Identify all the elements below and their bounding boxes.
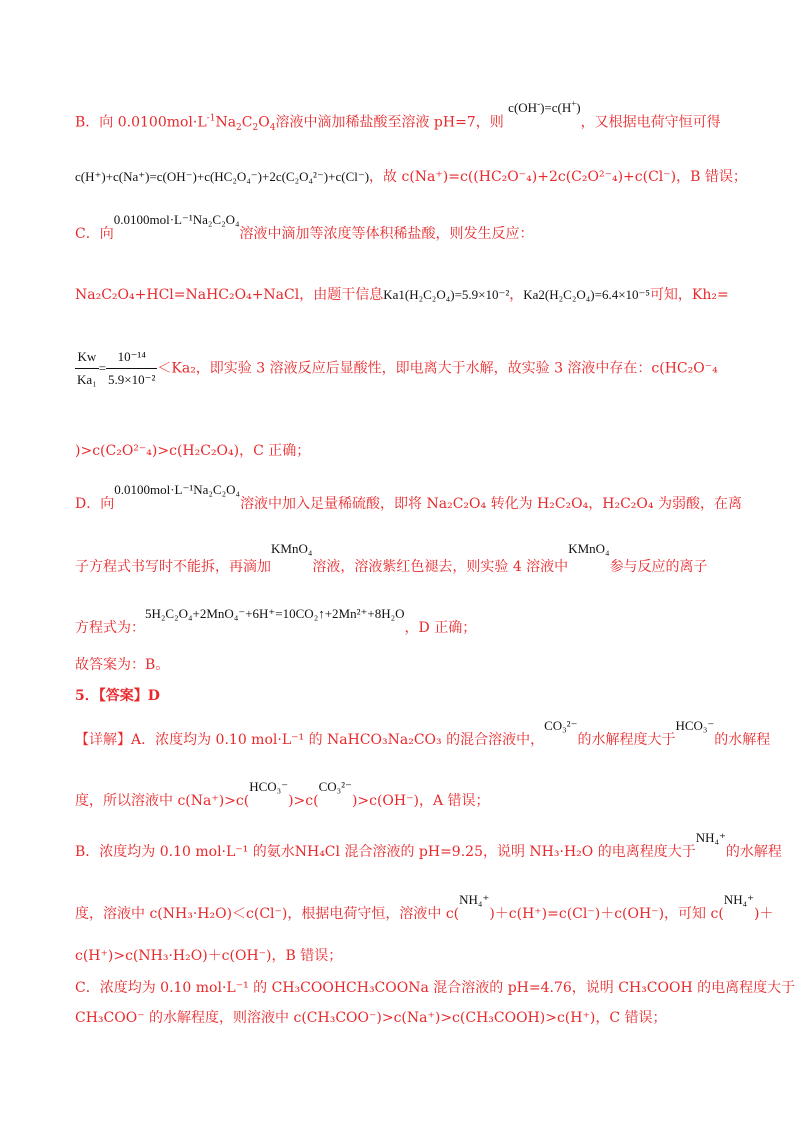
formula: Ka1(H₂C₂O₄)=5.9×10⁻² xyxy=(383,287,510,302)
text: 溶液中加入足量稀硫酸，即将 Na₂C₂O₄ 转化为 H₂C₂O₄，H₂C₂O₄ 为弱酸，在离 xyxy=(240,496,742,512)
text-line-cc1 xyxy=(75,978,795,998)
text: 子方程式书写时不能拆，再滴加 xyxy=(75,559,271,575)
text: Na₂C₂O₄+HCl=NaHC₂O₄+NaCl，由题干信息 xyxy=(75,287,384,303)
text: B．向 0.0100mol·L xyxy=(75,114,207,131)
text: 度，溶液中 c(NH₃·H₂O)＜c(Cl⁻)，根据电荷守恒，溶液中 c( xyxy=(75,906,460,922)
text-line-a2 xyxy=(75,779,490,811)
text-line-cc2 xyxy=(75,1008,667,1028)
text: ，故 c(Na⁺)=c((HC₂O⁻₄)+2c(C₂O²⁻₄)+c(Cl⁻)，B 错误； xyxy=(369,169,747,185)
question-5-answer xyxy=(75,686,160,706)
text: 度，所以溶液中 c(Na⁺)>c( xyxy=(75,793,250,809)
formula: c(OH-)=c(H+) xyxy=(508,99,581,116)
text: 5．【答案】D xyxy=(75,688,160,704)
answer-line xyxy=(75,655,169,675)
text: ＜Ka₂，即实验 3 溶液反应后显酸性，即电离大于水解，故实验 3 溶液中存在：c(HC₂O⁻₄ xyxy=(157,360,718,377)
text: -1 xyxy=(206,113,216,124)
text: O xyxy=(258,114,270,131)
text-line-c4 xyxy=(75,441,310,461)
text-line-d1 xyxy=(75,482,742,514)
text: B．浓度均为 0.10 mol·L⁻¹ 的氨水NH₄Cl 混合溶液的 pH=9.25，说明 NH₃·H₂O 的电离程度大于 xyxy=(75,844,696,860)
text-line-bb1 xyxy=(75,830,782,862)
text: 的水解程度大于 xyxy=(577,732,676,748)
text-line-d3 xyxy=(75,606,477,638)
text: )>c(C₂O²⁻₄)>c(H₂C₂O₄)，C 正确； xyxy=(75,443,311,459)
text: 2 xyxy=(236,123,242,134)
formula: NH₄⁺ xyxy=(695,830,726,845)
text: )＋ xyxy=(753,906,774,922)
text: )＋c(H⁺)=c(Cl⁻)＋c(OH⁻)，可知 c( xyxy=(489,906,724,922)
fraction: $\frac{\text{10⁻¹⁴}}{\text{5.9×10⁻²}}$ xyxy=(106,346,157,391)
formula: KMnO₄ xyxy=(271,541,313,556)
formula: HCO₃⁻ xyxy=(249,779,289,794)
formula: NH₄⁺ xyxy=(723,892,754,907)
text-line-bb3 xyxy=(75,946,342,966)
fraction: $\frac{Kw}{\text{Ka₁}}$ xyxy=(75,346,99,391)
text: 的水解程 xyxy=(714,732,771,748)
formula: Ka2(H₂C₂O₄)=6.4×10⁻⁵ xyxy=(523,287,650,302)
text: 参与反应的离子 xyxy=(609,559,708,575)
text: 的水解程 xyxy=(725,844,782,860)
text: C xyxy=(241,114,253,131)
text: 故答案为：B。 xyxy=(75,657,170,673)
text: ， xyxy=(509,287,524,303)
text-line-a1 xyxy=(75,718,771,750)
text: 溶液中滴加稀盐酸至溶液 pH=7，则 xyxy=(275,114,504,131)
formula: NH₄⁺ xyxy=(459,892,490,907)
text: C．浓度均为 0.10 mol·L⁻¹ 的 CH₃COOHCH₃COONa 混合溶液的 pH=4.76，说明 CH₃COOH 的电离程度大于 xyxy=(75,980,796,996)
text: )>c(OH⁻)，A 错误； xyxy=(351,793,490,809)
formula: CO₃²⁻ xyxy=(318,779,352,794)
text-line-b1 xyxy=(75,99,721,138)
text: ，D 正确； xyxy=(404,620,477,636)
formula: 0.0100mol·L⁻¹Na₂C₂O₄ xyxy=(114,482,241,497)
text: c(H⁺)>c(NH₃·H₂O)＋c(OH⁻)，B 错误； xyxy=(75,948,343,964)
text: D．向 xyxy=(75,496,115,512)
text: 【详解】A．浓度均为 0.10 mol·L⁻¹ 的 NaHCO₃Na₂CO₃ 的混合溶液中， xyxy=(75,732,545,748)
text: 4 xyxy=(269,123,276,134)
text: 方程式为： xyxy=(75,620,145,636)
text: C．向 xyxy=(75,226,114,242)
formula: = xyxy=(98,360,107,376)
text-line-b2 xyxy=(75,167,747,187)
formula: CO₃²⁻ xyxy=(544,718,578,733)
text-line-c1 xyxy=(75,212,534,244)
text: 2 xyxy=(252,123,259,134)
text-line-c3 xyxy=(75,346,718,391)
text: 溶液，溶液紫红色褪去，则实验 4 溶液中 xyxy=(312,559,569,575)
formula: 0.0100mol·L⁻¹Na₂C₂O₄ xyxy=(113,212,240,227)
text-line-d2 xyxy=(75,541,708,577)
text-line-c2 xyxy=(75,285,729,305)
text: )>c( xyxy=(288,793,319,809)
text: Na xyxy=(215,114,237,131)
formula: 5H₂C₂O₄+2MnO₄⁻+6H⁺=10CO₂↑+2Mn²⁺+8H₂O xyxy=(145,606,405,621)
formula: HCO₃⁻ xyxy=(675,718,715,733)
formula: c(H⁺)+c(Na⁺)=c(OH⁻)+c(HC₂O₄⁻)+2c(C₂O₄²⁻)+c(Cl⁻) xyxy=(75,169,370,184)
text: 可知，Kh₂= xyxy=(649,287,729,303)
formula: KMnO₄ xyxy=(568,541,610,556)
text: ，又根据电荷守恒可得 xyxy=(580,114,721,131)
text: CH₃COO⁻ 的水解程度，则溶液中 c(CH₃COO⁻)>c(Na⁺)>c(CH₃COOH)>c(H⁺)，C 错误； xyxy=(75,1010,667,1026)
text-line-bb2 xyxy=(75,892,774,924)
text: 溶液中滴加等浓度等体积稀盐酸，则发生反应： xyxy=(239,226,534,242)
